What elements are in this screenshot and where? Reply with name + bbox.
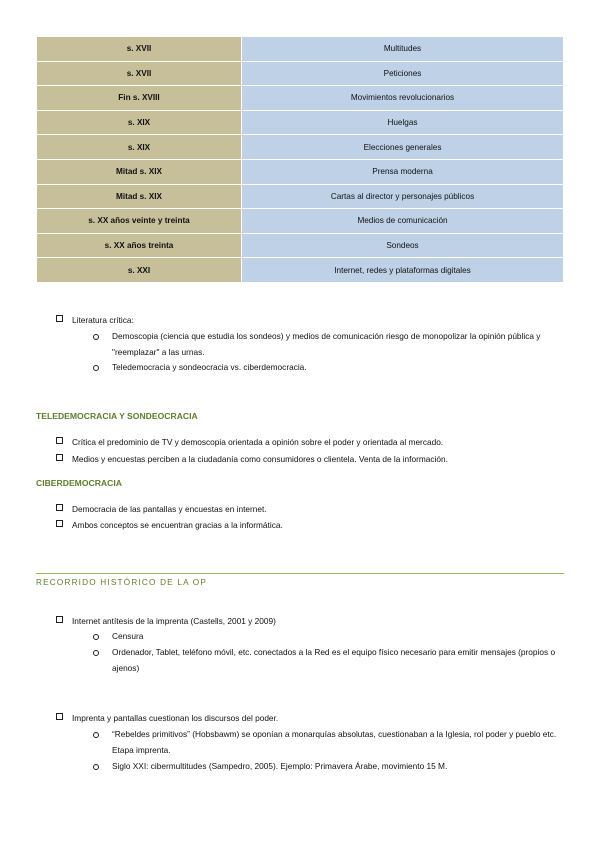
list-item-text: Democracia de las pantallas y encuestas en internet. xyxy=(72,504,267,514)
list-item-text: Imprenta y pantallas cuestionan los discursos del poder. xyxy=(72,713,279,723)
table-row xyxy=(37,209,564,234)
table-row xyxy=(37,110,564,135)
table-row xyxy=(37,159,564,184)
table-row xyxy=(37,258,564,283)
description-cell: Cartas al director y personajes públicos xyxy=(242,184,564,209)
sub-list-item-text: Censura xyxy=(112,631,144,641)
era-cell: s. XX años treinta xyxy=(37,233,242,258)
list-item xyxy=(56,502,267,518)
table-row xyxy=(37,233,564,258)
description-cell: Huelgas xyxy=(242,110,564,135)
table-row xyxy=(37,37,564,62)
era-cell: s. XIX xyxy=(37,135,242,160)
sub-list-item xyxy=(93,727,563,758)
checkbox-bullet-icon xyxy=(56,437,63,444)
checkbox-bullet-icon xyxy=(56,504,63,511)
description-cell: Elecciones generales xyxy=(242,135,564,160)
sub-list-item xyxy=(93,329,563,360)
list-item xyxy=(56,452,448,468)
description-cell: Movimientos revolucionarios xyxy=(242,86,564,111)
circle-bullet-icon xyxy=(93,334,99,340)
circle-bullet-icon xyxy=(93,650,99,656)
table-row xyxy=(37,61,564,86)
sub-list-item-text: Teledemocracia y sondeocracia vs. ciberdemocracia. xyxy=(112,362,307,372)
description-cell: Sondeos xyxy=(242,233,564,258)
circle-bullet-icon xyxy=(93,732,99,738)
list-item-text: Literatura crítica: xyxy=(72,315,134,325)
section-divider xyxy=(36,573,564,574)
description-cell: Multitudes xyxy=(242,37,564,62)
era-cell: s. XVII xyxy=(37,61,242,86)
sub-list-item xyxy=(93,629,563,645)
sub-list-item-text: Ordenador, Tablet, teléfono móvil, etc. conectados a la Red es el equipo físico necesario para emitir mensajes (propios o ajenos) xyxy=(112,647,556,673)
list-item-text: Internet antítesis de la imprenta (Castells, 2001 y 2009) xyxy=(72,616,276,626)
era-cell: s. XVII xyxy=(37,37,242,62)
checkbox-bullet-icon xyxy=(56,520,63,527)
list-item xyxy=(56,711,278,727)
era-cell: s. XIX xyxy=(37,110,242,135)
description-cell: Peticiones xyxy=(242,61,564,86)
table-row xyxy=(37,135,564,160)
checkbox-bullet-icon xyxy=(56,713,63,720)
circle-bullet-icon xyxy=(93,764,99,770)
section-heading: TELEDEMOCRACIA Y SONDEOCRACIA xyxy=(36,411,198,421)
section-heading: CIBERDEMOCRACIA xyxy=(36,478,122,488)
sub-list-item-text: Siglo XXI: cibermultitudes (Sampedro, 2005). Ejemplo: Primavera Árabe, movimiento 15 M. xyxy=(112,761,448,771)
checkbox-bullet-icon xyxy=(56,454,63,461)
description-cell: Medios de comunicación xyxy=(242,209,564,234)
list-item-text: Crítica el predominio de TV y demoscopia orientada a opinión sobre el poder y orientada al mercado. xyxy=(72,437,444,447)
list-item xyxy=(56,614,276,630)
checkbox-bullet-icon xyxy=(56,616,63,623)
sub-list-item-text: “Rebeldes primitivos” (Hobsbawm) se oponían a monarquías absolutas, cuestionaban a la Iglesia, rol poder y pueblo etc. Etapa imprenta. xyxy=(112,729,557,755)
table-row xyxy=(37,184,564,209)
list-item xyxy=(56,518,283,534)
sub-list-item-text: Demoscopia (ciencia que estudia los sondeos) y medios de comunicación riesgo de monopolizar la opinión pública y "reemplazar" a las urnas. xyxy=(112,331,541,357)
list-item-text: Ambos conceptos se encuentran gracias a la informática. xyxy=(72,520,283,530)
list-item xyxy=(56,435,443,451)
description-cell: Prensa moderna xyxy=(242,159,564,184)
description-cell: Internet, redes y plataformas digitales xyxy=(242,258,564,283)
timeline-table xyxy=(36,36,564,283)
list-item-text: Medios y encuestas perciben a la ciudadanía como consumidores o clientela. Venta de la información. xyxy=(72,454,448,464)
era-cell: Mitad s. XIX xyxy=(37,159,242,184)
circle-bullet-icon xyxy=(93,634,99,640)
table-row xyxy=(37,86,564,111)
checkbox-bullet-icon xyxy=(56,315,63,322)
sub-list-item xyxy=(93,645,563,676)
sub-list-item xyxy=(93,360,563,376)
section-title: RECORRIDO HISTÓRICO DE LA OP xyxy=(36,578,207,587)
era-cell: s. XX años veinte y treinta xyxy=(37,209,242,234)
era-cell: Mitad s. XIX xyxy=(37,184,242,209)
sub-list-item xyxy=(93,759,563,775)
circle-bullet-icon xyxy=(93,365,99,371)
era-cell: Fin s. XVIII xyxy=(37,86,242,111)
era-cell: s. XXI xyxy=(37,258,242,283)
list-item xyxy=(56,313,134,329)
